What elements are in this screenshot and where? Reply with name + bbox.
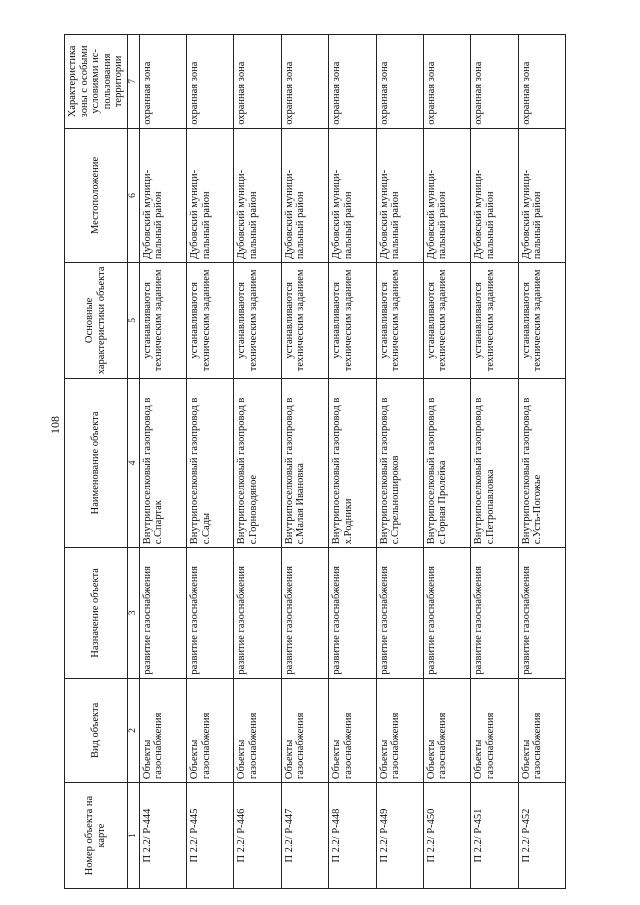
location-line: Дубовский муници- [141, 169, 153, 260]
object-name-line: Внутрипоселковый газопровод в [189, 397, 201, 545]
object-name-line: Внутрипоселковый газопровод в [473, 397, 485, 545]
location-line: пальный район [342, 191, 354, 260]
object-purpose: развитие газоснабжения [329, 548, 376, 678]
object-kind: Объекты газоснабжения [234, 678, 281, 783]
header-kind: Вид объекта [65, 678, 128, 783]
column-number-row [127, 35, 139, 889]
object-purpose: развитие газоснабжения [139, 548, 186, 678]
object-location [376, 128, 423, 262]
object-name [423, 378, 470, 548]
object-kind: Объекты газоснабжения [423, 678, 470, 783]
location-line: пальный район [248, 191, 259, 260]
object-number: П 2.2/ Р-445 [187, 783, 234, 889]
header-number: Номер объекта на карте [65, 783, 128, 889]
zone-characteristic: охранная зона [423, 35, 470, 129]
location-line: Дубовский муници- [236, 169, 248, 260]
zone-characteristic: охранная зона [281, 35, 328, 129]
location-line: Дубовский муници- [473, 169, 485, 260]
object-location [139, 128, 186, 262]
object-number: П 2.2/ Р-449 [376, 783, 423, 889]
location-line: пальный район [484, 191, 496, 260]
object-purpose: развитие газоснабжения [423, 548, 470, 678]
object-purpose: развитие газоснабжения [234, 548, 281, 678]
object-characteristics: устанавливаются техническим заданием [187, 263, 234, 378]
object-name [376, 378, 423, 548]
column-number: 4 [127, 378, 139, 548]
object-name-line: Внутрипоселковый газопровод в [236, 397, 248, 545]
zone-characteristic: охранная зона [187, 35, 234, 129]
location-line: пальный район [200, 191, 212, 260]
header-characteristics: Основные характеристики объекта [65, 263, 128, 378]
object-number: П 2.2/ Р-452 [518, 783, 565, 889]
table-row [139, 35, 186, 889]
table-row [376, 35, 423, 889]
object-characteristics: устанавливаются техническим заданием [376, 263, 423, 378]
zone-characteristic: охранная зона [471, 35, 518, 129]
object-kind: Объекты газоснабжения [518, 678, 565, 783]
rotated-table-container [64, 34, 566, 889]
column-number: 1 [127, 783, 139, 889]
object-name-line: Внутрипоселковый газопровод в [378, 397, 390, 545]
location-line: пальный район [295, 191, 307, 260]
object-kind: Объекты газоснабжения [329, 678, 376, 783]
object-name-place: с.Горная Пролейка [437, 460, 449, 545]
object-location [329, 128, 376, 262]
location-line: Дубовский муници- [520, 169, 532, 260]
object-kind: Объекты газоснабжения [376, 678, 423, 783]
object-name [187, 378, 234, 548]
zone-characteristic: охранная зона [139, 35, 186, 129]
table-row [187, 35, 234, 889]
object-kind: Объекты газоснабжения [187, 678, 234, 783]
object-location [471, 128, 518, 262]
object-kind: Объекты газоснабжения [471, 678, 518, 783]
object-number: П 2.2/ Р-450 [423, 783, 470, 889]
column-number: 6 [127, 128, 139, 262]
object-number: П 2.2/ Р-446 [234, 783, 281, 889]
objects-table [64, 34, 566, 889]
object-purpose: развитие газоснабжения [376, 548, 423, 678]
object-name-place: с.Сады [200, 512, 212, 545]
page-number: 108 [48, 416, 62, 434]
object-characteristics: устанавливаются техническим заданием [329, 263, 376, 378]
object-location [281, 128, 328, 262]
object-name-place: с.Горноводяное [248, 474, 259, 545]
object-purpose: развитие газоснабжения [187, 548, 234, 678]
table-row [281, 35, 328, 889]
object-name [329, 378, 376, 548]
object-name-place: с.Петропавловка [484, 469, 496, 545]
object-name-line: Внутрипоселковый газопровод в [283, 397, 295, 545]
object-purpose: развитие газоснабжения [471, 548, 518, 678]
object-name-place: с.Стрельношироков [390, 455, 402, 545]
header-location: Местоположение [65, 128, 128, 262]
location-line: Дубовский муници- [378, 169, 390, 260]
object-location [423, 128, 470, 262]
zone-characteristic: охранная зона [518, 35, 565, 129]
location-line: Дубовский муници- [425, 169, 437, 260]
object-name-place: х.Родники [342, 498, 354, 545]
object-name-place: с.Усть-Погожье [532, 474, 544, 545]
location-line: Дубовский муници- [189, 169, 201, 260]
object-location [187, 128, 234, 262]
object-characteristics: устанавливаются техническим заданием [281, 263, 328, 378]
column-number: 7 [127, 35, 139, 129]
table-body [139, 35, 565, 889]
object-name [471, 378, 518, 548]
object-location [518, 128, 565, 262]
object-kind: Объекты газоснабжения [281, 678, 328, 783]
zone-characteristic: охранная зона [376, 35, 423, 129]
header-name: Наименование объекта [65, 378, 128, 548]
object-name-line: Внутрипоселковый газопровод в [141, 397, 153, 545]
object-name [139, 378, 186, 548]
object-name [234, 378, 281, 548]
object-name-place: с.Малая Ивановка [295, 463, 307, 545]
object-purpose: развитие газоснабжения [281, 548, 328, 678]
zone-characteristic: охранная зона [234, 35, 281, 129]
table-row [423, 35, 470, 889]
table-row [234, 35, 281, 889]
column-number: 2 [127, 678, 139, 783]
object-location [234, 128, 281, 262]
object-characteristics: устанавливаются техническим заданием [234, 263, 281, 378]
object-number: П 2.2/ Р-447 [281, 783, 328, 889]
header-zone: Характеристика зоны с особыми условиями ис-пользования территории [65, 35, 128, 129]
location-line: пальный район [153, 191, 165, 260]
object-name-place: с.Спартак [153, 500, 165, 545]
object-number: П 2.2/ Р-451 [471, 783, 518, 889]
location-line: пальный район [437, 191, 449, 260]
object-name [518, 378, 565, 548]
location-line: пальный район [532, 191, 544, 260]
table-row [518, 35, 565, 889]
table-row [329, 35, 376, 889]
object-number: П 2.2/ Р-444 [139, 783, 186, 889]
location-line: пальный район [390, 191, 402, 260]
object-kind: Объекты газоснабжения [139, 678, 186, 783]
object-name [281, 378, 328, 548]
column-number: 3 [127, 548, 139, 678]
header-row [65, 35, 128, 889]
object-name-line: Внутрипоселковый газопровод в [520, 397, 532, 545]
object-characteristics: устанавливаются техническим заданием [471, 263, 518, 378]
object-purpose: развитие газоснабжения [518, 548, 565, 678]
location-line: Дубовский муници- [331, 169, 343, 260]
object-characteristics: устанавливаются техническим заданием [518, 263, 565, 378]
column-number: 5 [127, 263, 139, 378]
object-characteristics: устанавливаются техническим заданием [423, 263, 470, 378]
object-name-line: Внутрипоселковый газопровод в [425, 397, 437, 545]
object-number: П 2.2/ Р-448 [329, 783, 376, 889]
object-characteristics: устанавливаются техническим заданием [139, 263, 186, 378]
table-row [471, 35, 518, 889]
header-purpose: Назначение объекта [65, 548, 128, 678]
location-line: Дубовский муници- [283, 169, 295, 260]
object-name-line: Внутрипоселковый газопровод в [331, 397, 343, 545]
zone-characteristic: охранная зона [329, 35, 376, 129]
